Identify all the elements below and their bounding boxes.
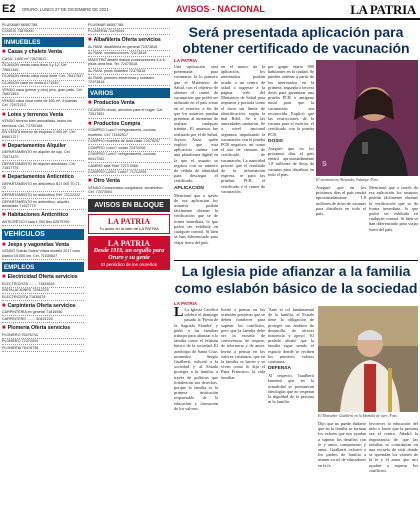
category-header: VARIOS (88, 88, 170, 98)
promo-slogan-text: Desde 1919, un orgullo para Oruro y su gente (93, 248, 165, 262)
classified-ad: ANTICRÉTICO sala 1.000 $us 62579769 (2, 219, 84, 226)
article1-col5-text: Mencionó que a través de esa aplicación los usuarios podrán fácilmente obtener la verificación que se de forma inmediata, lo que podrá ser exhibida en cualquier control. Si bien se han diferenciado para viajar fuera del país. (369, 185, 418, 232)
article2-col4-text: Dijo que no puede dudarse que en la familia se forman los valores que nos ayudan a superar los desafíos con fe y amor, compromiso y amor. Gualberti exhortó a los padres de familia a asumir su rol de educadores en la fe. (318, 421, 366, 468)
square-bullet-icon: ■ (88, 120, 92, 127)
article2-col1-text: La Iglesia Católica celebró el domingo pasado la 'Fiesta de la Sagrada Familia' y pidió a las familias trabajar para afianzar a la familia como el eslabón básico de la sociedad. El arzobispo de Santa Cruz, monseñor Sergio Gualberti, exhortó a la sociedad y al Estado proteger a la familia, a través de políticas que fortalezcan sus derechos, porque la familia es la primera institución responsable de la educación y formación de los valores. (174, 307, 218, 411)
subcategory-label: Electricidad Oferta servicios (7, 274, 78, 281)
article2-col1 (174, 307, 218, 511)
classified-ad: DEPARTAMENTO en alquiler de lujo. Cel. 73573470 (2, 150, 84, 161)
classified-ad: COMPRO 'Lodo?' refrigeradores, cocinas 60417262 (88, 152, 170, 163)
article2-col3 (268, 307, 314, 511)
classified-ad: DEPARTAMENTO en anticrético $17.000 70-71-72 (2, 181, 84, 192)
promo-slogan (88, 236, 170, 270)
subcategory-label: Otro Venta (93, 178, 120, 185)
classified-ad: PLOMERO 76476744 (2, 332, 84, 339)
category-header: EMPLEOS (2, 262, 84, 272)
subcategory-label: Plomería Oferta servicios (7, 325, 71, 331)
subcategory-header (2, 303, 84, 309)
classified-ad: PLOMERÍA 76476738 (2, 345, 84, 352)
article1-col4 (316, 185, 366, 258)
classified-ad: CARPINTERO ........ 60421220 (2, 316, 84, 323)
article1-col3b-text: Aseguró que en los próximos días el país tendrá aproximadamente 1.8 millones de dosis de vacunas para distribuir en todo el país. (268, 145, 314, 177)
category-header: VEHÍCULOS (2, 229, 84, 240)
article2-source: LA PATRIA (174, 301, 198, 306)
classified-ad: EN VENTA terreno de esquina 2.400 m². Cel. 69601727 (2, 130, 84, 141)
subcategory-header (88, 178, 170, 184)
article2-headline: La Iglesia pide afianzar a la familia como eslabón básico de la sociedad (174, 263, 418, 296)
classified-ad: ELECTRICISTA 71630678 (2, 294, 84, 301)
square-bullet-icon: ■ (2, 302, 6, 309)
page-header (0, 0, 420, 20)
classified-ad: VENDO casa (primer y otro) piso, gran patio, Cel. 76521453 (2, 87, 84, 98)
dropcap: L (174, 307, 184, 320)
classified-ad: DEPARTAMENTO en alquiler amoblado. Cel. 71637775 (2, 161, 84, 172)
promo-text: El periódico de los orureños (101, 262, 157, 268)
classified-ad: AL RANI, construcciones 72473818 (88, 51, 170, 58)
subcategory-header (2, 325, 84, 331)
article1-subhead-dosis: DOSIS (268, 138, 283, 144)
square-bullet-icon: ■ (2, 49, 6, 56)
subcategory-label: Carpintería Oferta servicios (7, 302, 76, 309)
article2-col5 (369, 421, 418, 511)
subcategory-header (2, 143, 84, 149)
subcategory-label: Productos Compra (93, 120, 141, 127)
subcategory-label: Jeeps y vagonetas Venta (7, 241, 70, 248)
subcategory-header (88, 37, 170, 43)
article1-col1b-text: Mencionó que a través de esa aplicación los usuarios podrán fácilmente obtener la verificación que se de forma inmediata, lo que podrá ser exhibida en cualquier control. Si bien se han diferenciado para viajar fuera del país. (174, 192, 218, 245)
classified-ad: COMPRO LODO 'Lodo?' 71712000 (88, 170, 170, 177)
classified-ad: VENDO Conservador-congelador, seminuevo. Cel. 72470004 (88, 185, 170, 196)
article1-subhead: APLICACIÓN (174, 185, 204, 191)
article1-col5 (369, 185, 418, 258)
promo-text: Tu aviso en la web de LA PATRIA (99, 226, 159, 232)
article1-col2-text: en el marco de la aplicación, los interesados podrán acudir a un centro de salud o ingresar a la página web del Ministerio de Salud para imprimir y portarla como el facto sin límite de identificación, según la mal Rifel. Se a las autoridades sanitarias. Se a nivel nacional seguimos impulsando la vacunación con la prueba PCR negativa, así como el uso de cámaras de certificado de vacunación. La autoridad precisó que el resultado de la información expresa, se para las pruebas PCR, el certificado e el carnet de vacunación. (221, 64, 265, 194)
classified-ad: AL RANI, albañilería en general 72473818 (88, 44, 170, 51)
classified-ad: DEPARTAMENTO en anticrético, alquiler, amoblado 71637775 (2, 199, 84, 210)
classified-ad: VENDO casa zona norte de 400 m², 3 plantas. Cel. 72471212 (2, 98, 84, 109)
square-bullet-icon: ■ (2, 174, 6, 181)
masthead: LA PATRIA (350, 2, 416, 17)
article1-col1-text: Una aplicación será presentada para vacunarse, la lo primero que el Ministerio de Salud, con el objetivo de obtener el carnet de vacunación que podrá ser utilizado en el país como en el exterior, a fin de que los usuarios puedan presentar al momento de realizar cualquier trámite. El anuncio fue realizado por el de Salud, Jeyson Auza, quien explicó que esta aplicación cuenta con una plataforma digital en la que el usuario se registra con su número de cédula de identidad para descargar el certificado. (174, 64, 218, 184)
article2-subhead-defensa: DEFENSA (268, 366, 291, 372)
svg-text:S: S (322, 161, 327, 168)
classifieds-column-b (88, 22, 170, 270)
classified-ad: OCASION vendo casa linea 4 y 12. Cel. 79651345 (2, 63, 84, 74)
subcategory-label: Productos Venta (93, 100, 135, 107)
section-title: AVISOS - NACIONAL (176, 4, 265, 14)
article1-col4-text: Aseguró que en los próximos días el país tendrá aproximadamente 1.8 millones de dosis de vacunas para distribuir en todo el país. (316, 185, 366, 217)
classified-ad: AL RANI, plomero electricista y soldador 72473818 (88, 75, 170, 86)
classified-ad: VENDO terreno bien amurallado, todos los servicios. Cel. 71720168 (2, 119, 84, 130)
subcategory-label: Departamentos Anticrético (7, 174, 74, 181)
classified-ad: ELECTRICISTA ........ 71543624 (2, 281, 84, 288)
square-bullet-icon: ■ (88, 37, 92, 44)
subcategory-label: Albañilería Oferta servicios (93, 37, 161, 44)
classified-ad: DEPARTAMENTO en anticrético Ref. 72122222 (2, 192, 84, 199)
article1-headline: Será presentada aplicación para obtener certificado de vacunación (182, 24, 410, 56)
classified-ad: CODEIX 73875000 (2, 29, 84, 36)
square-bullet-icon: ■ (2, 241, 6, 248)
article1-photo (316, 60, 418, 176)
classified-ad: PLOMERO 72470004 (2, 339, 84, 346)
official-portrait-photo (316, 60, 418, 176)
subcategory-label: Departamentos Alquiler (7, 142, 66, 149)
article2-col4 (318, 421, 366, 511)
subcategory-header (2, 274, 84, 280)
subcategory-header (2, 174, 84, 180)
square-bullet-icon: ■ (2, 212, 6, 219)
classified-ad: VENDO Suzuki Grand Vitara modelo 2017 color blanco 15.000 km. Cel. 71630847 (2, 249, 84, 260)
article2-col5-text: favorecer la educación del niño o hacer que la persona sea el centro. Añadió la importancia de que las familias se constituyan en una escuela de vida donde se aprendan los valores de la fe y el amor que nos ayuden a superar los conflictos. (369, 421, 418, 473)
dateline: ORURO, LUNES 27 DE DICIEMBRE DE 2021 (22, 7, 109, 12)
square-bullet-icon: ■ (88, 100, 92, 107)
article-divider (174, 260, 418, 261)
subcategory-header (88, 121, 170, 127)
classified-ad: COMPRO muebles de toda clase 72479297 (88, 139, 170, 146)
classified-ad: AL RANI, pisos flotantes 72473818 (88, 69, 170, 76)
square-bullet-icon: ■ (88, 178, 92, 185)
classified-ad: PLUSMAR 66597788 (88, 22, 170, 29)
subcategory-header (2, 242, 84, 248)
classified-ad: COMPRO 'Lodo?' cosas 72472006 (88, 145, 170, 152)
article2-col2-text: Invitó a pensar en las actitudes positivas que se deben fortalecer para superar los conflictos, pero que la familia debe ser la escuela de convivencia, de respeto, de tolerancia y de amor. Invitó a pensar en los valores cristianos, que en la familia se hacen y se viven como lo dijo el Papa Francisco, la vida familiar. (221, 307, 265, 380)
article1-source: LA PATRIA (174, 58, 198, 63)
classified-ad: INSTALACIONES 72542378 (2, 288, 84, 295)
subcategory-label: Habitaciones Anticrético (7, 212, 69, 219)
classified-ad: CARPINTERÍA en general 71815930 (2, 310, 84, 317)
article1-col2 (221, 64, 265, 258)
subcategory-header (2, 49, 84, 55)
promo-title: LA PATRIA (107, 239, 151, 249)
article2-col2 (221, 307, 265, 511)
square-bullet-icon: ■ (2, 325, 6, 331)
classified-ad: OCASION vendo casa zona norte. Cel. 76417947 (2, 74, 84, 81)
classified-ad: PLUSMAR 66597788 (2, 22, 84, 29)
square-bullet-icon: ■ (2, 111, 6, 118)
square-bullet-icon: ■ (2, 142, 6, 149)
subcategory-label: Lotes y terrenos Venta (7, 111, 64, 118)
classified-ad: PLOMERÍA 72470004 (88, 29, 170, 36)
page-number: E2 (2, 3, 16, 15)
article1-col1 (174, 64, 218, 258)
subcategory-header (2, 112, 84, 118)
classified-ad: COMPRO 'Lodo?' refrigeradores, cocinas, muebles. Cel. 71632917 (88, 128, 170, 139)
article2-photo (318, 306, 418, 412)
classified-ad: MAESTRO albañil realiza construcciones 1 a 6 pisos obra fina. Tel. 72473818 (88, 57, 170, 68)
subcategory-label: Casas y chalets Venta (7, 49, 62, 56)
article1-col3 (268, 64, 314, 258)
classifieds-column-a (2, 22, 84, 352)
square-bullet-icon: ■ (2, 274, 6, 281)
article1-caption: El viceministro Alejandro Tobalipe /Foto. (316, 178, 380, 182)
article2-caption: El Monseñor Gualberti en la Homilía de ayer /Foto. (318, 414, 398, 418)
classified-ad: OCASION casa en venta 6171939 (2, 81, 84, 88)
classified-ad: CASA. 1.600 m² 72673813 (2, 56, 84, 63)
category-header: INMUEBLES (2, 37, 84, 47)
classified-ad: CAMBIO sala 'Kiwi' 7273 0986 (88, 163, 170, 170)
bishop-homily-photo (318, 306, 418, 412)
article1-col3-text: por grupo etario 800 habitantes en la ciudad. Se pueden ordenar a partir de los interesados en la primera, segunda o tercera dosis para garantizar una prueba PCR o antígeno nasal para que la vacunación sea reconocida. Explicó que las restricciones de la vacuna para el exterior, el certificado con la prueba PCR. (268, 64, 314, 137)
article2-col3b-text: Al respecto, Gualberti lamentó que en la actualidad se promuevan ideologías que no respetan la dignidad de la persona ni la familia. (268, 373, 314, 405)
article2-col3-text: 'Ante el rol fundamental de la familia, el Estado tiene la obligación de proteger sus ámbitos de desarrollo, de ofrecer asistencia y apoyo'. El prelado afirmó que la familia sigue siendo el espacio donde se reciben los primeros valores cristianos. (268, 307, 314, 365)
subcategory-header (88, 100, 170, 106)
promo-title: LA PATRIA (107, 217, 151, 227)
classified-ad: OCASIÓN vendo, artículos para el hogar. Cel. 72617891 (88, 107, 170, 118)
promo-banner: AVISOS EN BLOQUE (88, 199, 170, 212)
subcategory-header (2, 212, 84, 218)
promo-web (88, 214, 170, 234)
classifieds (2, 22, 170, 511)
